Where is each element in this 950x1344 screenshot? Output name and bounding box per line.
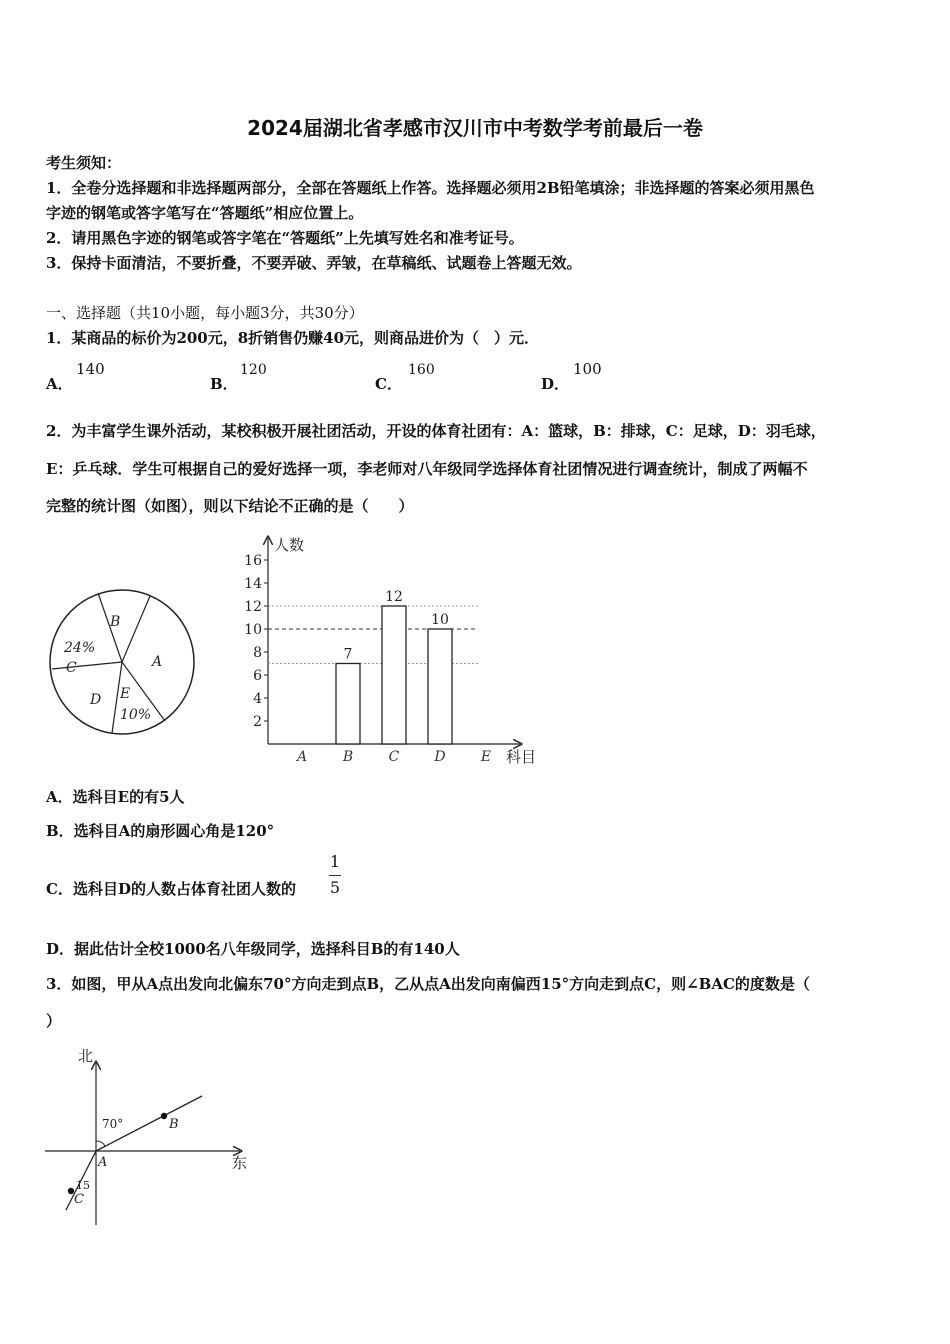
q3-stem-line-1: 3．如图，甲从A点出发向北偏东70°方向走到点B，乙从点A出发向南偏西15°方向走到点C，则∠BAC的度数是（ [46, 975, 810, 993]
section-heading: 一、选择题（共10小题，每小题3分，共30分） [46, 304, 364, 322]
q1-option-c-label: C． [375, 375, 402, 393]
x-tick-label: E [480, 749, 492, 765]
pie-divider-3 [52, 662, 122, 669]
bar-B [336, 664, 360, 745]
pie-label-c-pct: 24% [64, 640, 96, 656]
page-title: 2024届湖北省孝感市汉川市中考数学考前最后一卷 [247, 116, 703, 140]
fraction-bar [329, 875, 341, 876]
pie-chart [40, 580, 210, 745]
point-a-label: A [98, 1155, 108, 1170]
q2-option-d: D．据此估计全校1000名八年级同学，选择科目B的有140人 [46, 940, 460, 958]
east-label: 东 [232, 1154, 248, 1172]
x-axis-label: 科目 [506, 748, 537, 766]
angle-70-label: 70° [102, 1117, 124, 1131]
pie-label-b: B [110, 614, 121, 630]
point-c-label: C [74, 1192, 84, 1207]
q3-stem-line-2: ） [46, 1012, 62, 1030]
bar-chart [238, 530, 548, 770]
x-tick-label: B [342, 749, 354, 765]
y-tick-label: 8 [253, 645, 262, 661]
bar-value-label: 7 [343, 646, 353, 663]
point-b-label: B [169, 1117, 179, 1132]
q2-stem-line-3: 完整的统计图（如图），则以下结论不正确的是（ ） [46, 497, 414, 515]
q2-option-c-denominator: 5 [329, 878, 341, 897]
q2-option-c: C．选科目D的人数占体育社团人数的 [46, 880, 296, 898]
notice-line-2: 字迹的钢笔或答字笔写在“答题纸”相应位置上。 [46, 204, 364, 222]
bar-D [428, 629, 452, 744]
bar-value-label: 10 [431, 612, 449, 628]
x-tick-label: C [388, 749, 400, 765]
q1-stem: 1．某商品的标价为200元，8折销售仍赚40元，则商品进价为（ ）元． [46, 329, 540, 347]
direction-diagram [40, 1045, 260, 1230]
y-tick-label: 10 [244, 622, 262, 638]
notice-line-3: 2．请用黑色字迹的钢笔或答字笔在“答题纸”上先填写姓名和准考证号。 [46, 229, 524, 247]
q1-option-b-label: B． [210, 375, 238, 393]
x-tick-label: A [296, 749, 308, 765]
pie-label-a: A [152, 654, 163, 670]
x-tick-label: D [434, 749, 446, 765]
angle-arc-70 [96, 1141, 105, 1146]
bar-value-label: 12 [385, 589, 403, 605]
y-tick-label: 2 [253, 714, 262, 730]
q1-option-d-value: 100 [573, 360, 602, 378]
q2-stem-line-1: 2．为丰富学生课外活动，某校积极开展社团活动，开设的体育社团有：A：篮球，B：排球，C：足球，D：羽毛球， [46, 422, 826, 440]
y-tick-label: 4 [253, 691, 262, 707]
q1-option-d-label: D． [541, 375, 570, 393]
point-b [161, 1113, 167, 1119]
q2-option-b: B．选科目A的扇形圆心角是120° [46, 822, 275, 840]
q1-option-c-value: 160 [408, 362, 435, 378]
y-tick-label: 6 [253, 668, 262, 684]
y-axis-label: 人数 [274, 536, 305, 554]
pie-label-e-pct: 10% [120, 707, 152, 723]
angle-15-label: 15 [76, 1179, 90, 1192]
q1-option-a-value: 140 [76, 360, 105, 378]
notice-line-4: 3．保持卡面清洁，不要折叠，不要弄破、弄皱，在草稿纸、试题卷上答题无效。 [46, 254, 582, 272]
q2-option-c-numerator: 1 [329, 852, 341, 871]
north-label: 北 [78, 1047, 94, 1065]
q2-stem-line-2: E：乒乓球．学生可根据自己的爱好选择一项，李老师对八年级同学选择体育社团情况进行调查统计，制成了两幅不 [46, 460, 808, 478]
q1-option-b-value: 120 [240, 362, 267, 378]
pie-label-d: D [90, 692, 102, 708]
notice-line-1: 1．全卷分选择题和非选择题两部分，全部在答题纸上作答。选择题必须用2B铅笔填涂；非选择题的答案必须用黑色 [46, 179, 815, 197]
bar-C [382, 606, 406, 744]
pie-label-c: C [66, 660, 77, 676]
pie-label-e: E [120, 686, 131, 702]
pie-divider-2 [122, 596, 150, 662]
y-tick-label: 16 [244, 553, 262, 569]
y-tick-label: 12 [244, 599, 262, 615]
y-tick-label: 14 [244, 576, 262, 592]
q2-option-a: A．选科目E的有5人 [46, 788, 185, 806]
q1-option-a-label: A． [46, 375, 73, 393]
notice-heading: 考生须知： [46, 154, 122, 172]
